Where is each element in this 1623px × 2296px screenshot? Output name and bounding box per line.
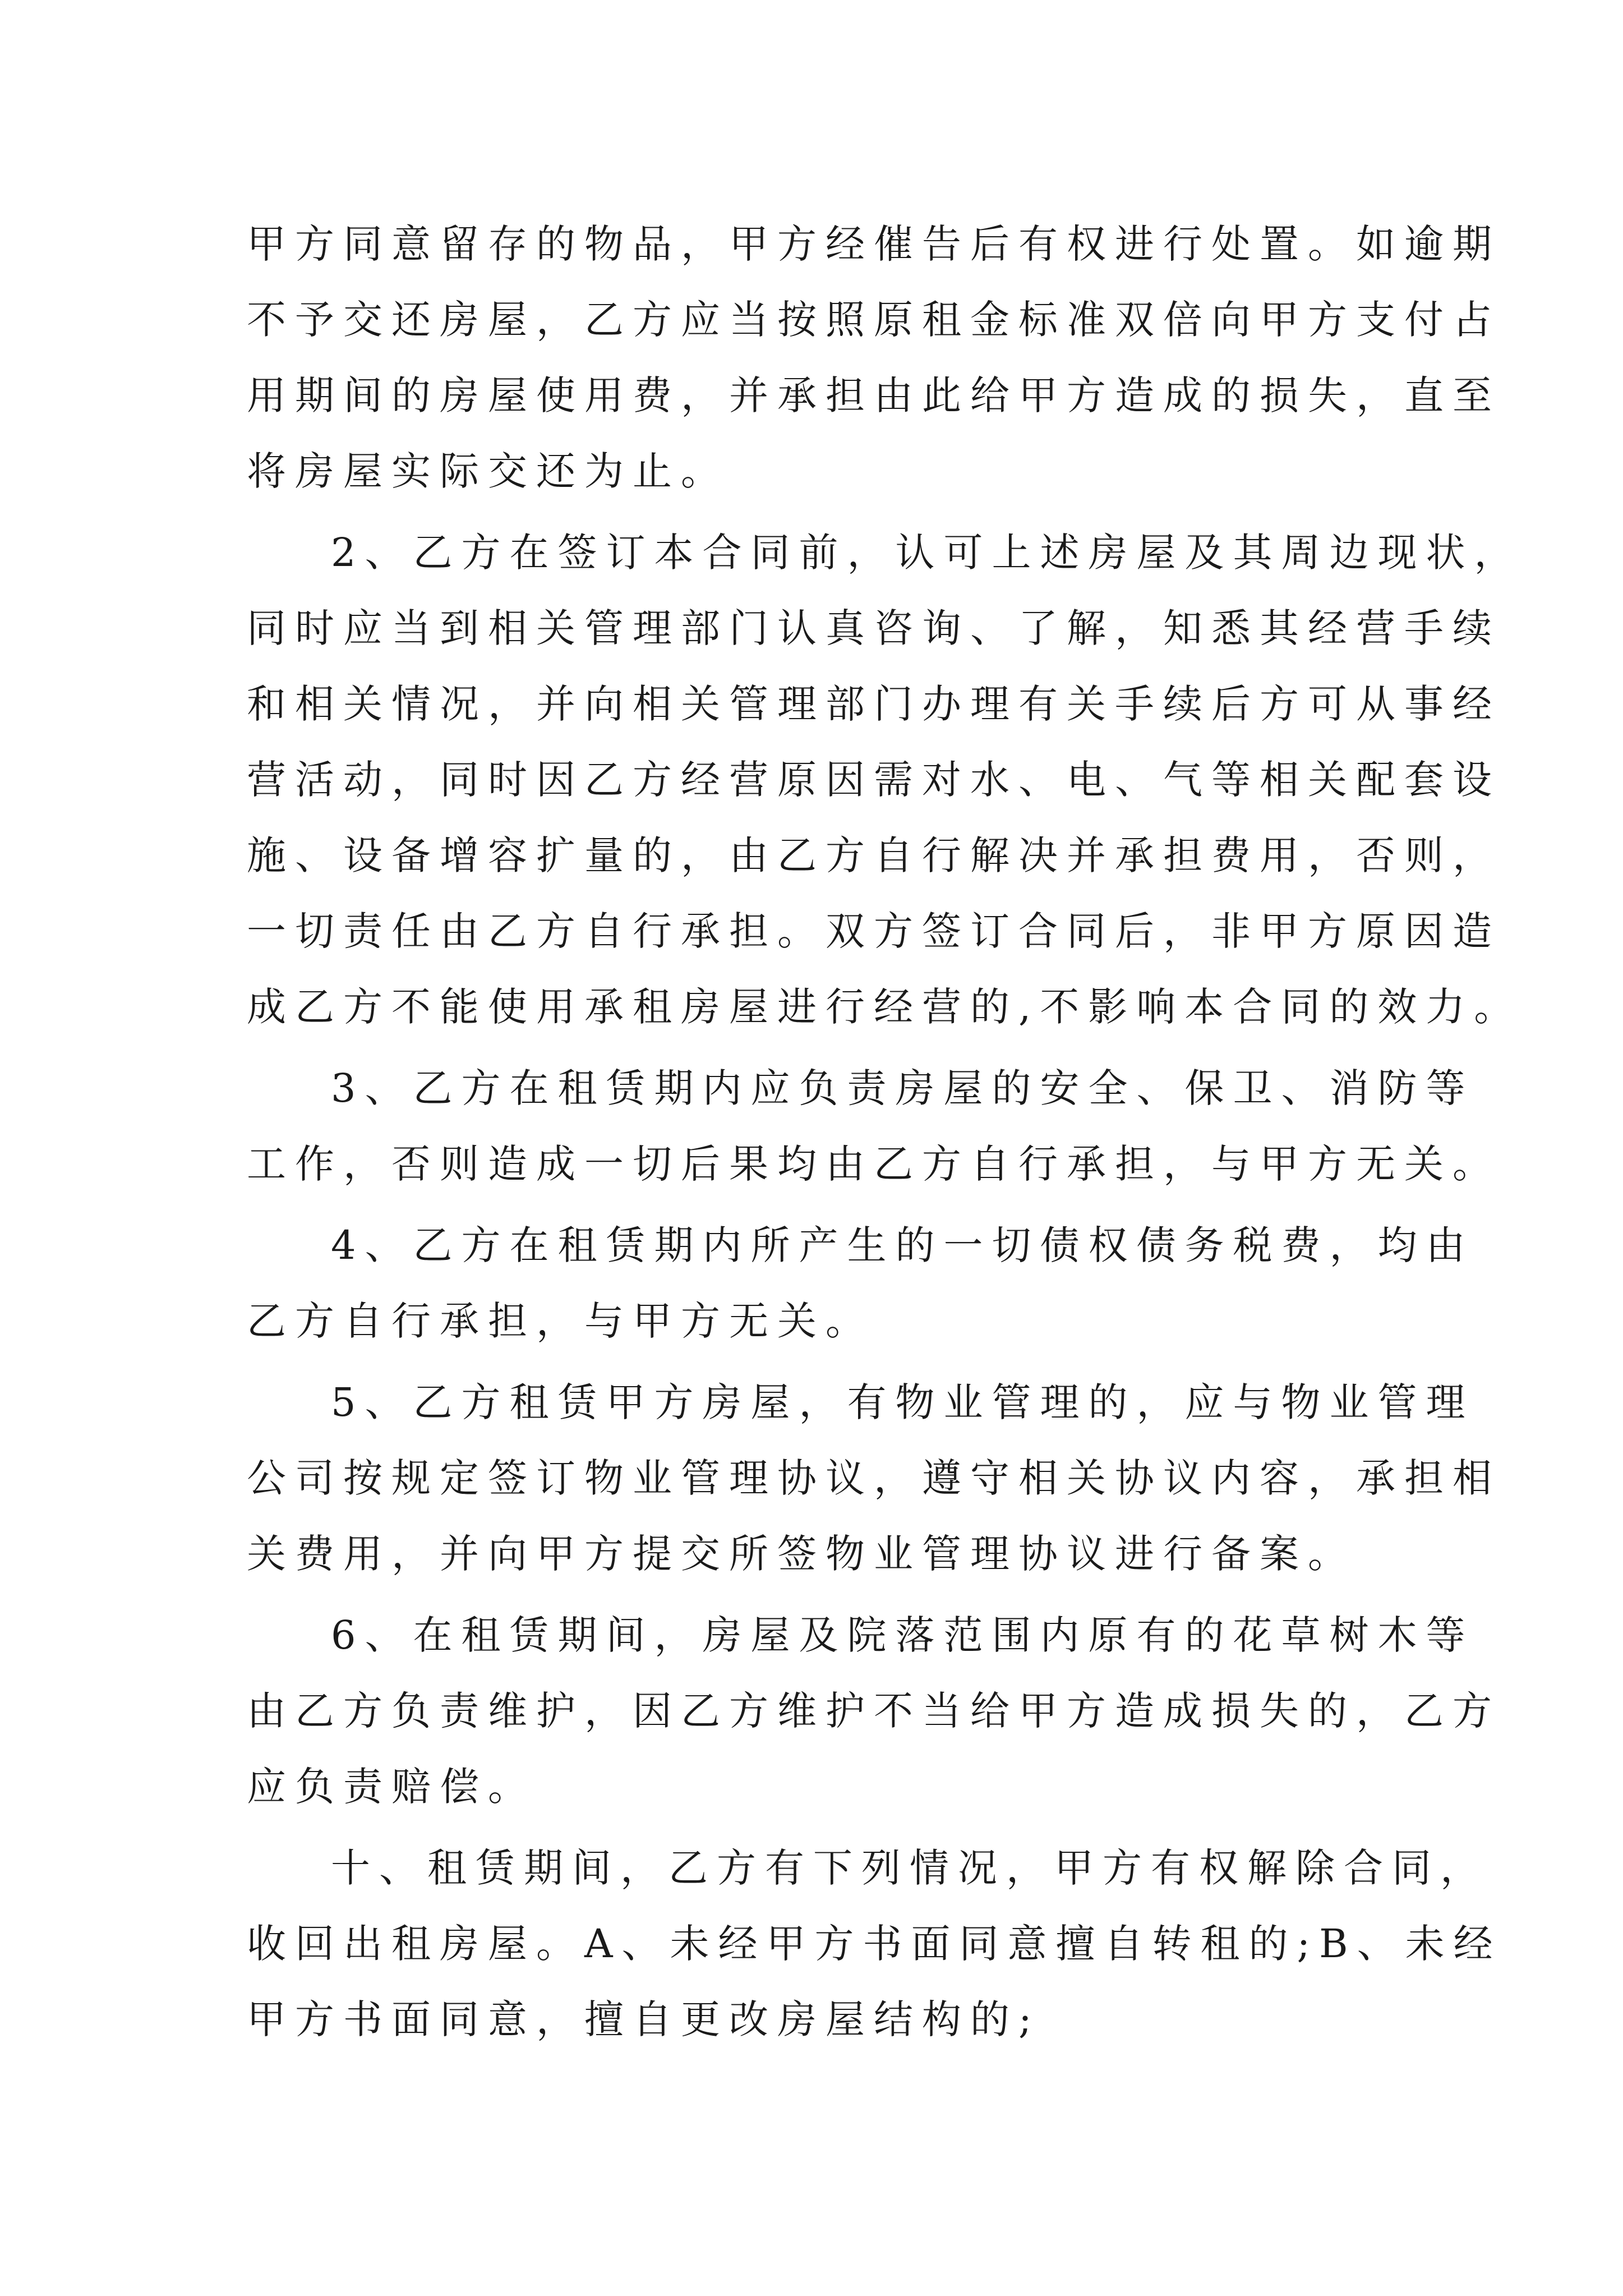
text-line: 施、设备增容扩量的，由乙方自行解决并承担费用，否则，: [247, 832, 1501, 878]
text-line: 收回出租房屋。A、未经甲方书面同意擅自转租的;B、未经: [247, 1921, 1502, 1967]
text-line: 公司按规定签订物业管理协议，遵守相关协议内容，承担相: [247, 1455, 1501, 1501]
text-line: 应负责赔偿。: [247, 1764, 536, 1810]
text-line: 将房屋实际交还为止。: [247, 448, 729, 494]
text-line: 成乙方不能使用承租房屋进行经营的,不影响本合同的效力。: [247, 984, 1523, 1030]
text-line: 甲方书面同意，擅自更改房屋结构的;: [247, 1996, 1041, 2042]
text-line: 工作，否则造成一切后果均由乙方自行承担，与甲方无关。: [247, 1141, 1501, 1187]
text-line: 由乙方负责维护，因乙方维护不当给甲方造成损失的，乙方: [247, 1688, 1501, 1734]
text-line: 甲方同意留存的物品，甲方经催告后有权进行处置。如逾期: [247, 221, 1501, 267]
text-line: 一切责任由乙方自行承担。双方签订合同后，非甲方原因造: [247, 908, 1501, 954]
text-line: 十、租赁期间，乙方有下列情况，甲方有权解除合同，: [331, 1845, 1488, 1891]
text-line: 营活动，同时因乙方经营原因需对水、电、气等相关配套设: [247, 757, 1501, 803]
text-line: 乙方自行承担，与甲方无关。: [247, 1298, 874, 1344]
text-line: 3、乙方在租赁期内应负责房屋的安全、保卫、消防等: [331, 1065, 1474, 1111]
text-line: 和相关情况，并向相关管理部门办理有关手续后方可从事经: [247, 681, 1501, 727]
text-line: 6、在租赁期间，房屋及院落范围内原有的花草树木等: [331, 1612, 1474, 1658]
text-line: 关费用，并向甲方提交所签物业管理协议进行备案。: [247, 1531, 1356, 1577]
text-line: 4、乙方在租赁期内所产生的一切债权债务税费，均由: [331, 1222, 1474, 1268]
text-line: 用期间的房屋使用费，并承担由此给甲方造成的损失，直至: [247, 372, 1501, 418]
text-line: 同时应当到相关管理部门认真咨询、了解，知悉其经营手续: [247, 605, 1501, 651]
text-line: 5、乙方租赁甲方房屋，有物业管理的，应与物业管理: [331, 1379, 1474, 1425]
text-line: 2、乙方在签订本合同前，认可上述房屋及其周边现状，: [331, 530, 1523, 576]
text-line: 不予交还房屋，乙方应当按照原租金标准双倍向甲方支付占: [247, 297, 1501, 343]
